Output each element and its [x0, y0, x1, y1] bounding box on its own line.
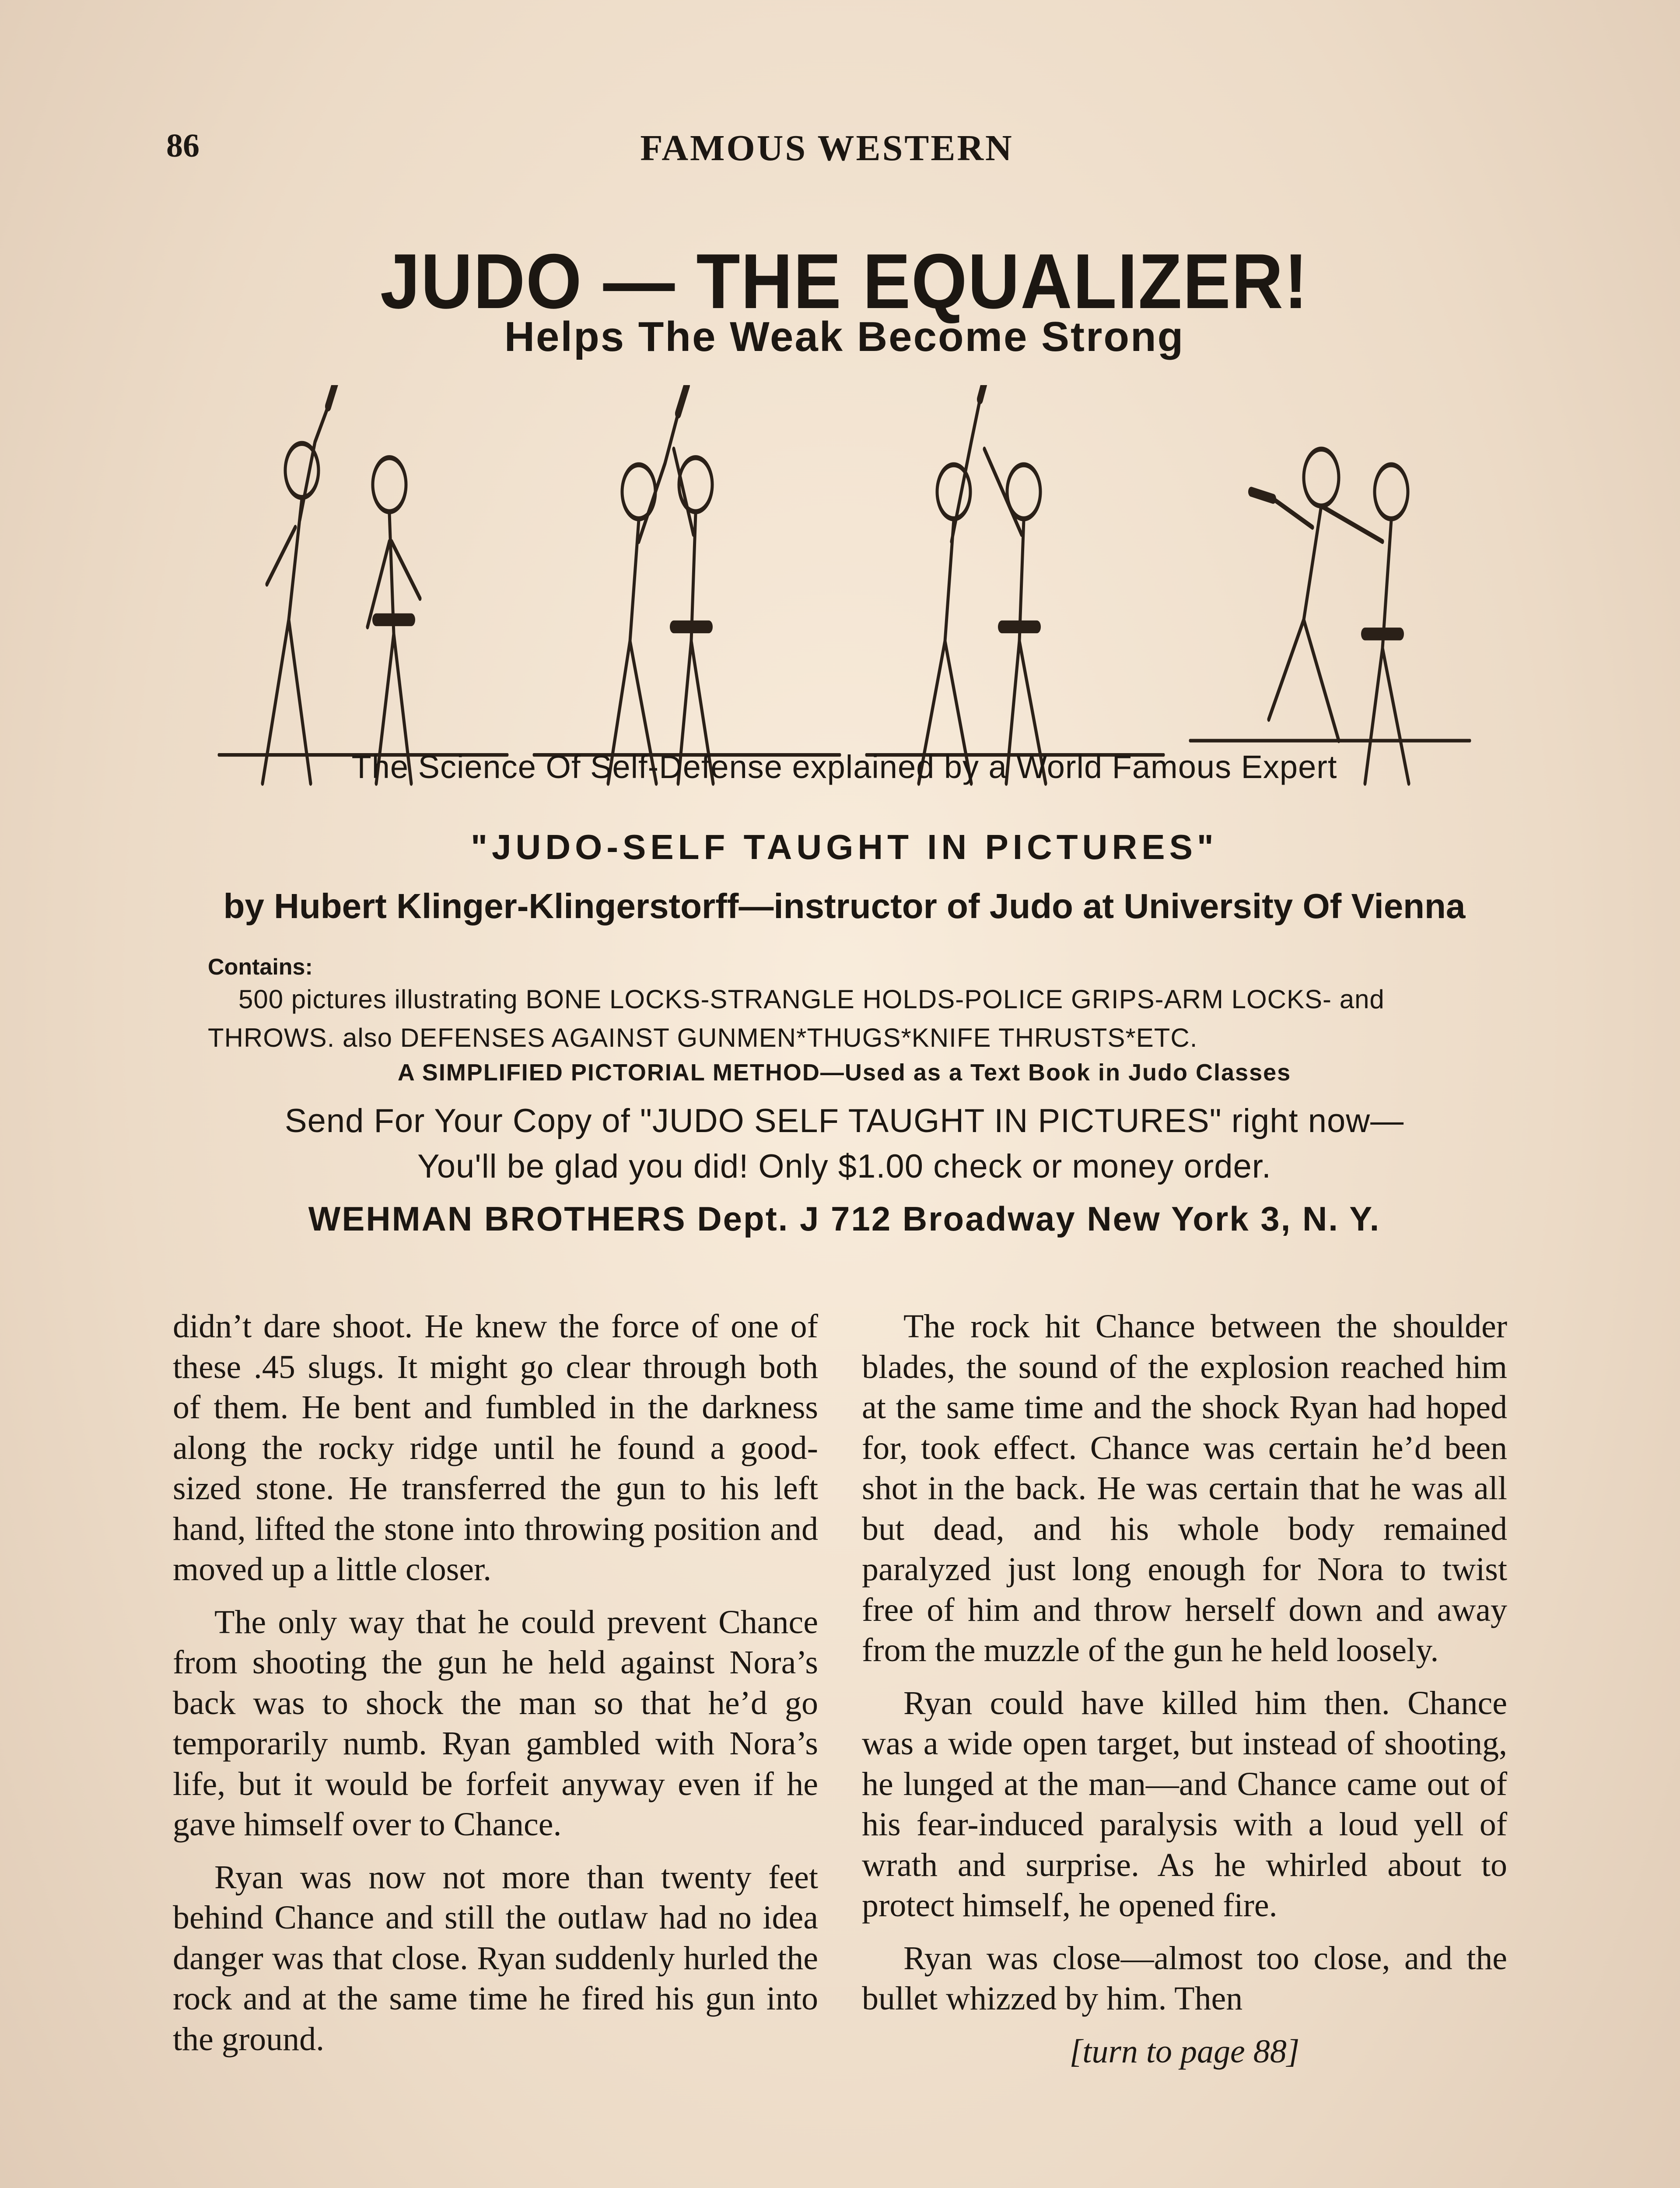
book-byline: by Hubert Klinger-Klingerstorff—instructor of Judo at University Of Vienna [223, 887, 1466, 926]
page-number: 86 [166, 127, 200, 164]
judo-panel-4 [1190, 449, 1470, 783]
story-paragraph: The rock hit Chance between the shoulder blades, the sound of the explosion reached him at the same time and the shock Ryan had hoped for, took effect. Chance was certain he’d been shot in the back. He was certain that he was all but dead, and his whole body remained paralyzed just long enough for Nora to twist free of him and throw herself down and away from the muzzle of the gun he held loosely. [862, 1308, 1507, 1669]
ad-title: JUDO — THE EQUALIZER! [380, 238, 1309, 325]
ad-subtitle: Helps The Weak Become Strong [504, 313, 1185, 360]
order-line-1: Send For Your Copy of "JUDO SELF TAUGHT IN PICTURES" right now— [284, 1102, 1404, 1140]
story-paragraph: Ryan was now not more than twenty feet behind Chance and still the outlaw had no idea danger was that close. Ryan suddenly hurled the rock and at the same time he fired his gun into the ground. [173, 1858, 818, 2058]
method-line: A SIMPLIFIED PICTORIAL METHOD—Used as a Text Book in Judo Classes [397, 1059, 1292, 1086]
running-title: FAMOUS WESTERN [640, 128, 1014, 168]
judo-panel-3 [866, 385, 1164, 783]
continued-notice: [turn to page 88] [1069, 2033, 1300, 2070]
contains-line-2: THROWS. also DEFENSES AGAINST GUNMEN*THUGS*KNIFE THRUSTS*ETC. [208, 1023, 1198, 1052]
judo-panel-2 [534, 385, 840, 783]
story-paragraph: Ryan was close—almost too close, and the bullet whizzed by him. Then [862, 1939, 1507, 2017]
story-column-left [173, 1306, 818, 2072]
contains-line-1: 500 pictures illustrating BONE LOCKS-STRANGLE HOLDS-POLICE GRIPS-ARM LOCKS- and [238, 985, 1385, 1014]
story-column-right [862, 1306, 1507, 2072]
ad-caption: The Science Of Self-Defense explained by a World Famous Expert [351, 749, 1337, 785]
judo-advertisement [166, 219, 1522, 1269]
page-header [166, 127, 1488, 179]
judo-panel-1 [219, 385, 508, 783]
contains-list [208, 980, 1503, 1057]
ad-address: WEHMAN BROTHERS Dept. J 712 Broadway New York 3, N. Y. [308, 1199, 1381, 1238]
story-paragraph: didn’t dare shoot. He knew the force of one of these .45 slugs. It might go clear through both of them. He bent and fumbled in the darkness along the rocky ridge until he found a good-sized stone. He transferred the gun to his left hand, lifted the stone into throwing position and moved up a little closer. [173, 1308, 818, 1588]
judo-figures-illustration [201, 385, 1496, 954]
contains-label: Contains: [208, 954, 313, 980]
order-line-2: You'll be glad you did! Only $1.00 check or money order. [417, 1148, 1271, 1185]
story-paragraph: The only way that he could prevent Chance from shooting the gun he held against Nora’s back was to shock the man so that he’d go temporarily numb. Ryan gambled with Nora’s life, but it would be forfeit anyway even if he gave himself over to Chance. [173, 1603, 818, 1843]
book-title: "JUDO-SELF TAUGHT IN PICTURES" [471, 828, 1218, 866]
story-paragraph: Ryan could have killed him then. Chance was a wide open target, but instead of shooting, he lunged at the man—and Chance came out of his fear-induced paralysis with a loud yell of wrath and surprise. As he whirled about to protect himself, he opened fire. [862, 1684, 1507, 1924]
order-text [166, 1098, 1522, 1189]
